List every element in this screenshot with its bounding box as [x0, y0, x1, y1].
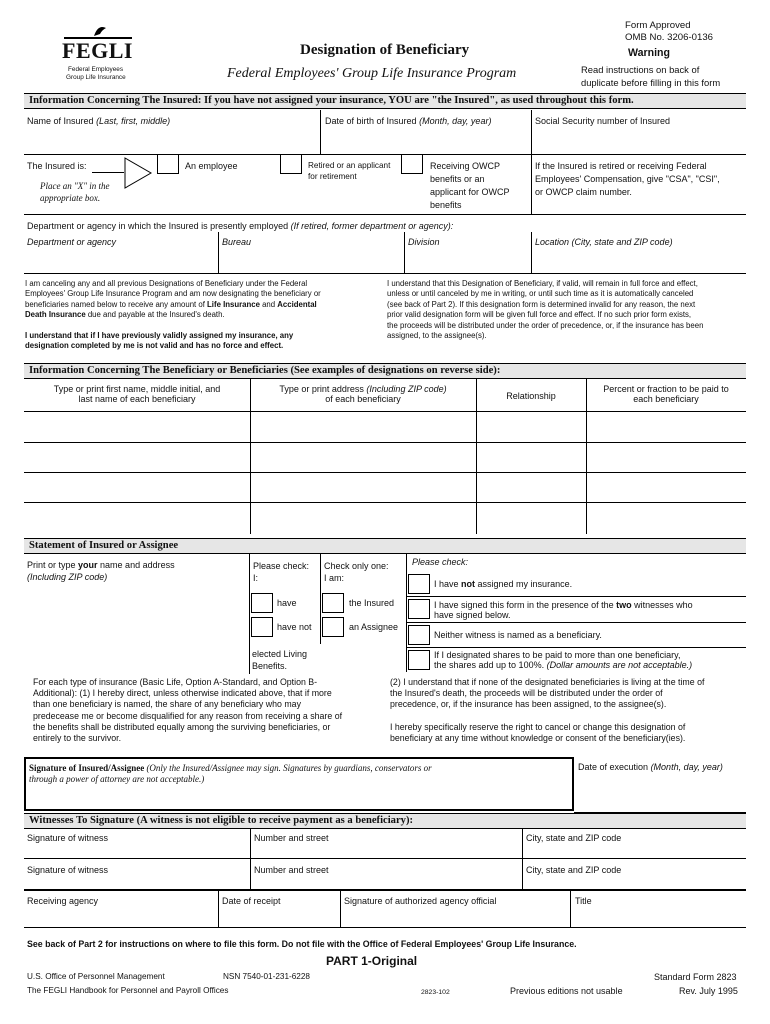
- understanding-paragraph: (2) I understand that if none of the designated beneficiaries is living at the time of the Insured's death, the proceeds will be distributed under the order of precedence, or, if the insurance has been assigned, to the assignee(s). I hereby specifically reserve the right to cancel or change this designation of beneficiary at any time without knowledge or consent of the beneficiary(ies).: [390, 677, 705, 743]
- dept-label: Department or agency in which the Insured is presently employed (If retired, former department or agency):: [27, 221, 454, 231]
- witnesses-signed-label: I have signed this form in the presence of the two witnesses who have signed below.: [434, 600, 693, 620]
- the-insured-checkbox[interactable]: [322, 593, 344, 613]
- beneficiary-row-4[interactable]: [24, 503, 746, 534]
- insured-retired-checkbox[interactable]: [280, 154, 302, 174]
- previous-editions: Previous editions not usable: [510, 986, 623, 996]
- the-insured-label: the Insured: [349, 598, 395, 608]
- cancel-statement: I am canceling any and all previous Designations of Beneficiary under the Federal Employees' Group Life Insurance Program and am now designating the beneficiary or beneficiaries named below to receive any amount of Life Insurance and Accidental Death Insurance due and payable at the Insured's death. I understand that if I have previously validly assigned my insurance, any designation completed by me is not valid and has no force and effect.: [25, 279, 321, 351]
- part-label: PART 1-Original: [326, 954, 418, 968]
- have-not-label: have not: [277, 622, 312, 632]
- valid-designation-statement: I understand that this Designation of Beneficiary, if valid, will remain in full force and effect, unless or until canceled by me in writing, or until such time as it is automatically canceled (see back of Part 2). If this designation form is determined invalid for any reason, the next prior valid designation form will be given full force and effect. If no such prior form exists, the proceeds will be distributed under the order of precedence, or, if the insurance has been assigned, to the assignee(s).: [387, 279, 704, 341]
- an-assignee-label: an Assignee: [349, 622, 399, 632]
- retired-note-1: If the Insured is retired or receiving Federal: [535, 161, 707, 171]
- insured-section-band: Information Concerning The Insured: If you have not assigned your insurance, YOU are "the Insured", as used throughout this form.: [24, 93, 746, 109]
- opt-retired-label-2: for retirement: [308, 172, 357, 181]
- witness-2-city-label[interactable]: City, state and ZIP code: [526, 865, 622, 875]
- i-am-label: I am:: [324, 573, 345, 583]
- statement-section-band: Statement of Insured or Assignee: [24, 538, 746, 554]
- witness-2-signature-label[interactable]: Signature of witness: [27, 865, 109, 875]
- insured-ssn-label: Social Security number of Insured: [535, 116, 671, 126]
- i-label: I:: [253, 573, 259, 583]
- beneficiary-section-band: Information Concerning The Beneficiary or Beneficiaries (See examples of designations on reverse side):: [24, 363, 746, 379]
- handbook-label: The FEGLI Handbook for Personnel and Payroll Offices: [27, 986, 229, 995]
- neither-witness-checkbox[interactable]: [408, 625, 430, 645]
- omb-number: OMB No. 3206-0136: [625, 32, 713, 43]
- retired-note-2: Employees' Compensation, give "CSA", "CSI",: [535, 174, 720, 184]
- insured-owcp-checkbox[interactable]: [401, 154, 423, 174]
- an-assignee-checkbox[interactable]: [322, 617, 344, 637]
- revision-date: Rev. July 1995: [679, 986, 738, 996]
- bureau-field-label: Bureau: [222, 237, 252, 247]
- elected-label-1: elected Living: [252, 649, 308, 659]
- witness-section-band: Witnesses To Signature (A witness is not eligible to receive payment as a beneficiary):: [24, 813, 746, 829]
- shares-label: If I designated shares to be paid to more than one beneficiary, the shares add up to 100%. (Dollar amounts are not acceptable.): [434, 650, 693, 670]
- form-title: Designation of Beneficiary: [300, 42, 470, 58]
- form-subtitle: Federal Employees' Group Life Insurance Program: [227, 66, 517, 81]
- neither-witness-label: Neither witness is named as a beneficiary.: [434, 630, 602, 640]
- beneficiary-row-2[interactable]: [24, 443, 746, 472]
- warning-title: Warning: [628, 47, 670, 59]
- print-name-hint: (Including ZIP code): [27, 572, 108, 582]
- receiving-agency-label[interactable]: Receiving agency: [27, 896, 99, 906]
- opt-owcp-label-1: Receiving OWCP: [430, 161, 501, 171]
- opt-owcp-label-3: applicant for OWCP: [430, 187, 510, 197]
- opt-owcp-label-2: benefits or an: [430, 174, 485, 184]
- relationship-header: Relationship: [506, 391, 556, 401]
- witness-1-signature-label[interactable]: Signature of witness: [27, 833, 109, 843]
- have-label: have: [277, 598, 297, 608]
- standard-form: Standard Form 2823: [654, 972, 737, 982]
- logo-sub2: Group Life Insurance: [66, 74, 126, 81]
- insured-is-label: The Insured is:: [27, 161, 87, 171]
- form-code: 2823-102: [421, 989, 450, 996]
- fegli-logo: [58, 22, 138, 82]
- nsn-label: NSN 7540-01-231-6228: [223, 972, 310, 981]
- not-assigned-label: I have not assigned my insurance.: [434, 579, 573, 589]
- opt-employee-label: An employee: [185, 161, 238, 171]
- beneficiary-name-header: Type or print first name, middle initial, and last name of each beneficiary: [53, 384, 221, 404]
- have-not-checkbox[interactable]: [251, 617, 273, 637]
- logo-sub1: Federal Employees: [68, 66, 124, 73]
- please-check-label-2: Please check:: [412, 557, 469, 567]
- location-field-label: Location (City, state and ZIP code): [535, 237, 673, 247]
- opm-label: U.S. Office of Personnel Management: [27, 972, 165, 981]
- not-assigned-checkbox[interactable]: [408, 574, 430, 594]
- logo-text: FEGLI: [62, 38, 133, 63]
- warning-text-2: duplicate before filling in this form: [581, 77, 721, 88]
- date-receipt-label[interactable]: Date of receipt: [222, 896, 281, 906]
- dept-field-label: Department or agency: [27, 237, 117, 247]
- official-signature-label[interactable]: Signature of authorized agency official: [344, 896, 497, 906]
- opt-owcp-label-4: benefits: [430, 200, 462, 210]
- shares-checkbox[interactable]: [408, 650, 430, 670]
- beneficiary-row-3[interactable]: [24, 473, 746, 502]
- direction-paragraph: For each type of insurance (Basic Life, Option A-Standard, and Option B- Additional): (1) I hereby direct, unless otherwise indicated above, that if more than one beneficiary is named, the share of any beneficiary who may predecease me or become disqualified for any reason from receiving a share of the benefits shall be distributed equally among the surviving beneficiaries, or entirely to the survivor.: [33, 677, 343, 744]
- witness-2-street-label[interactable]: Number and street: [254, 865, 329, 875]
- division-field-label: Division: [408, 237, 440, 247]
- insured-dob-label: Date of birth of Insured (Month, day, year): [325, 116, 492, 126]
- warning-text-1: Read instructions on back of: [581, 64, 700, 75]
- beneficiary-row-1[interactable]: [24, 412, 746, 442]
- place-x-hint-2: appropriate box.: [40, 193, 101, 203]
- insured-signature-box[interactable]: Signature of Insured/Assignee (Only the Insured/Assignee may sign. Signatures by guardians, conservators or through a power of attorney are not acceptable.): [24, 757, 574, 811]
- opt-retired-label-1: Retired or an applicant: [308, 161, 391, 170]
- retired-note-3: or OWCP claim number.: [535, 187, 632, 197]
- beneficiary-address-header: Type or print address (Including ZIP code) of each beneficiary: [279, 384, 447, 404]
- insured-employee-checkbox[interactable]: [157, 154, 179, 174]
- have-checkbox[interactable]: [251, 593, 273, 613]
- arrow-pointer-icon: [124, 157, 152, 189]
- place-x-hint-1: Place an "X" in the: [40, 181, 110, 191]
- insured-signature-label: Signature of Insured/Assignee: [29, 763, 145, 773]
- filing-note: See back of Part 2 for instructions on where to file this form. Do not file with the Office of Federal Employees' Group Life Insurance.: [27, 939, 577, 949]
- insured-name-label: Name of Insured (Last, first, middle): [27, 116, 171, 126]
- witness-1-street-label[interactable]: Number and street: [254, 833, 329, 843]
- form-approved: Form Approved: [625, 20, 691, 31]
- witness-1-city-label[interactable]: City, state and ZIP code: [526, 833, 622, 843]
- elected-label-2: Benefits.: [252, 661, 288, 671]
- date-execution-label: Date of execution (Month, day, year): [578, 762, 723, 772]
- witnesses-signed-checkbox[interactable]: [408, 599, 430, 619]
- print-name-label: Print or type your name and address: [27, 560, 175, 570]
- title-label[interactable]: Title: [575, 896, 592, 906]
- please-check-label-1: Please check:: [253, 561, 310, 571]
- check-only-label: Check only one:: [324, 561, 389, 571]
- percent-header: Percent or fraction to be paid to each beneficiary: [603, 384, 729, 404]
